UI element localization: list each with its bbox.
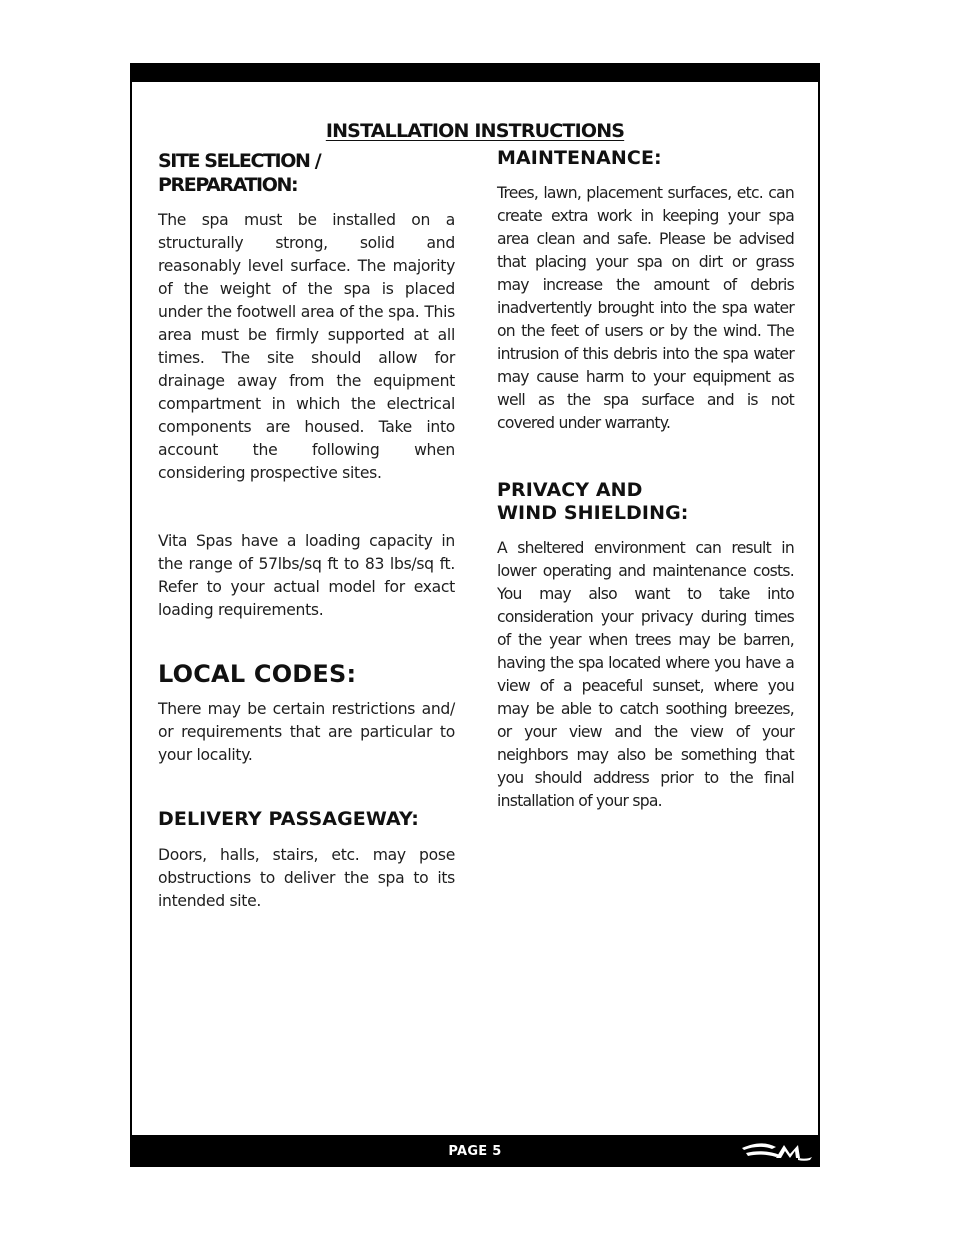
site-selection-heading: SITE SELECTION / PREPARATION: — [158, 150, 321, 196]
local-codes-heading: LOCAL CODES: — [158, 660, 357, 688]
section-site-selection — [158, 149, 455, 622]
local-codes-paragraph: There may be certain restrictions and/ or requirements that are particular to your locality. — [158, 700, 455, 764]
header-bar — [132, 65, 818, 82]
privacy-heading — [497, 479, 794, 525]
page-title: INSTALLATION INSTRUCTIONS — [325, 119, 625, 142]
delivery-passageway-paragraph: Doors, halls, stairs, etc. may pose obstructions to deliver the spa to its intended site. — [158, 846, 455, 910]
right-column — [497, 147, 794, 813]
footer-bar — [132, 1135, 818, 1165]
section-maintenance — [497, 147, 794, 435]
section-privacy — [497, 479, 794, 813]
page-frame — [130, 63, 820, 1167]
privacy-heading-line-2: WIND SHIELDING: — [497, 502, 689, 524]
section-delivery-passageway — [158, 808, 455, 913]
delivery-passageway-heading: DELIVERY PASSAGEWAY: — [158, 808, 419, 830]
page-number: PAGE 5 — [448, 1144, 502, 1159]
sm-logo-icon — [736, 1138, 814, 1164]
loading-capacity-paragraph: Vita Spas have a loading capacity in the range of 57lbs/sq ft to 83 lbs/sq ft. Refer to your actual model for exact loading requirements. — [158, 532, 455, 619]
site-selection-paragraph: The spa must be installed on a structurally strong, solid and reasonably level surface. The majority of the weight of the spa is placed under the footwell area of the spa. This area must be firmly supported at all times. The site should allow for drainage away from the equipment compartment in which the electrical components are housed. Take into account the following when considering prospective sites. — [158, 211, 455, 482]
maintenance-paragraph: Trees, lawn, placement surfaces, etc. can create extra work in keeping your spa area clean and safe. Please be advised that placing your spa on dirt or grass may increase the amount of debris inadvertently brought into the spa water on the feet of users or by the wind. The intrusion of this debris into the spa water may cause harm to your equipment as well as the spa surface and is not covered under warranty. — [497, 184, 794, 432]
left-column — [158, 149, 455, 913]
section-local-codes — [158, 660, 455, 767]
maintenance-heading: MAINTENANCE: — [497, 147, 662, 169]
privacy-heading-line-1: PRIVACY AND — [497, 479, 643, 501]
privacy-paragraph: A sheltered environment can result in lower operating and maintenance costs. You may also want to take into consideration your privacy during times of the year when trees may be barren, having the spa located where you have a view of a peaceful sunset, where you may be able to catch soothing breezes, or your view and the view of your neighbors may also be something that you should address prior to the final installation of your spa. — [497, 539, 794, 810]
